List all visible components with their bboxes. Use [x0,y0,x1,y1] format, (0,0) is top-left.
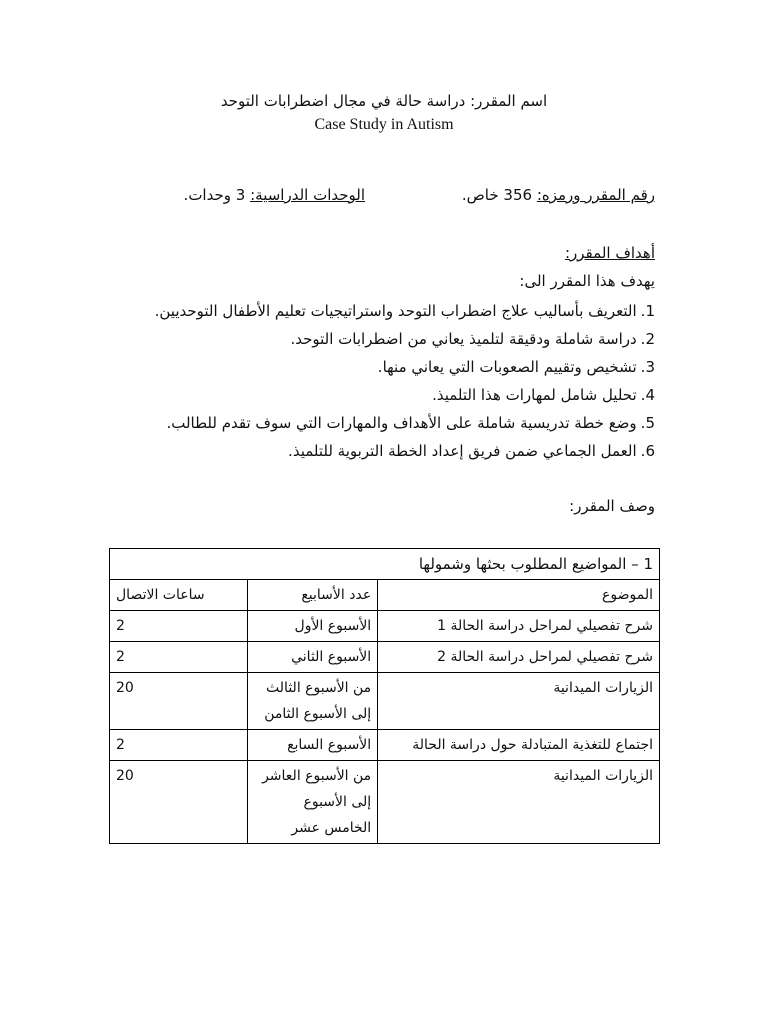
cell-hours: 2 [110,611,248,642]
table-row [110,673,660,730]
objective-text: تشخيص وتقييم الصعوبات التي يعاني منها. [377,358,637,376]
objective-number: 4. [640,386,655,404]
cell-topic: شرح تفصيلي لمراحل دراسة الحالة 2 [378,642,660,673]
objective-text: التعريف بأساليب علاج اضطراب التوحد واستراتيجيات تعليم الأطفال التوحديين. [154,302,637,320]
cell-topic: شرح تفصيلي لمراحل دراسة الحالة 1 [378,611,660,642]
course-title-english: Case Study in Autism [314,116,454,133]
objective-item [155,437,655,465]
course-units-line [184,186,365,204]
cell-topic: الزيارات الميدانية [378,761,660,844]
objective-number: 3. [640,358,655,376]
column-header-hours: ساعات الاتصال [110,580,248,611]
objective-number: 2. [640,330,655,348]
objective-number: 1. [640,302,655,320]
course-code-value: 356 خاص. [461,186,533,204]
cell-weeks: الأسبوع الأول [247,611,378,642]
course-title-arabic: اسم المقرر: دراسة حالة في مجال اضطرابات التوحد [220,92,548,110]
cell-topic: الزيارات الميدانية [378,673,660,730]
cell-hours: 2 [110,730,248,761]
objective-text: وضع خطة تدريسية شاملة على الأهداف والمهارات التي سوف تقدم للطالب. [166,414,637,432]
cell-weeks: الأسبوع الثاني [247,642,378,673]
table-row [110,611,660,642]
course-units-value: 3 وحدات. [183,186,246,204]
cell-topic: اجتماع للتغذية المتبادلة حول دراسة الحالة [378,730,660,761]
objective-item [155,353,655,381]
column-header-topic: الموضوع [378,580,660,611]
cell-weeks: من الأسبوع العاشر إلى الأسبوع الخامس عشر [247,761,378,844]
cell-weeks: الأسبوع السابع [247,730,378,761]
table-row [110,761,660,844]
topics-table [109,548,660,844]
objective-item [155,297,655,325]
table-row [110,642,660,673]
cell-weeks: من الأسبوع الثالث إلى الأسبوع الثامن [247,673,378,730]
description-heading: وصف المقرر: [569,497,655,515]
objectives-list [155,297,655,465]
course-code-line [462,186,655,204]
column-header-weeks: عدد الأسابيع [247,580,378,611]
cell-hours: 20 [110,673,248,730]
objective-text: العمل الجماعي ضمن فريق إعداد الخطة التربوية للتلميذ. [288,442,637,460]
cell-hours: 20 [110,761,248,844]
objectives-intro: يهدف هذا المقرر الى: [519,272,655,290]
objective-text: تحليل شامل لمهارات هذا التلميذ. [432,386,637,404]
course-units-label: الوحدات الدراسية: [250,186,365,204]
objective-number: 5. [640,414,655,432]
table-header-row [110,580,660,611]
objective-item [155,325,655,353]
objectives-heading: أهداف المقرر: [564,244,655,262]
table-section-title: 1 – المواضيع المطلوب بحثها وشمولها [110,549,660,580]
objective-text: دراسة شاملة ودقيقة لتلميذ يعاني من اضطرابات التوحد. [290,330,637,348]
objective-item [155,381,655,409]
course-code-label: رقم المقرر ورمزه: [536,186,655,204]
table-title-row [110,549,660,580]
objective-number: 6. [640,442,655,460]
cell-hours: 2 [110,642,248,673]
objective-item [155,409,655,437]
table-row [110,730,660,761]
